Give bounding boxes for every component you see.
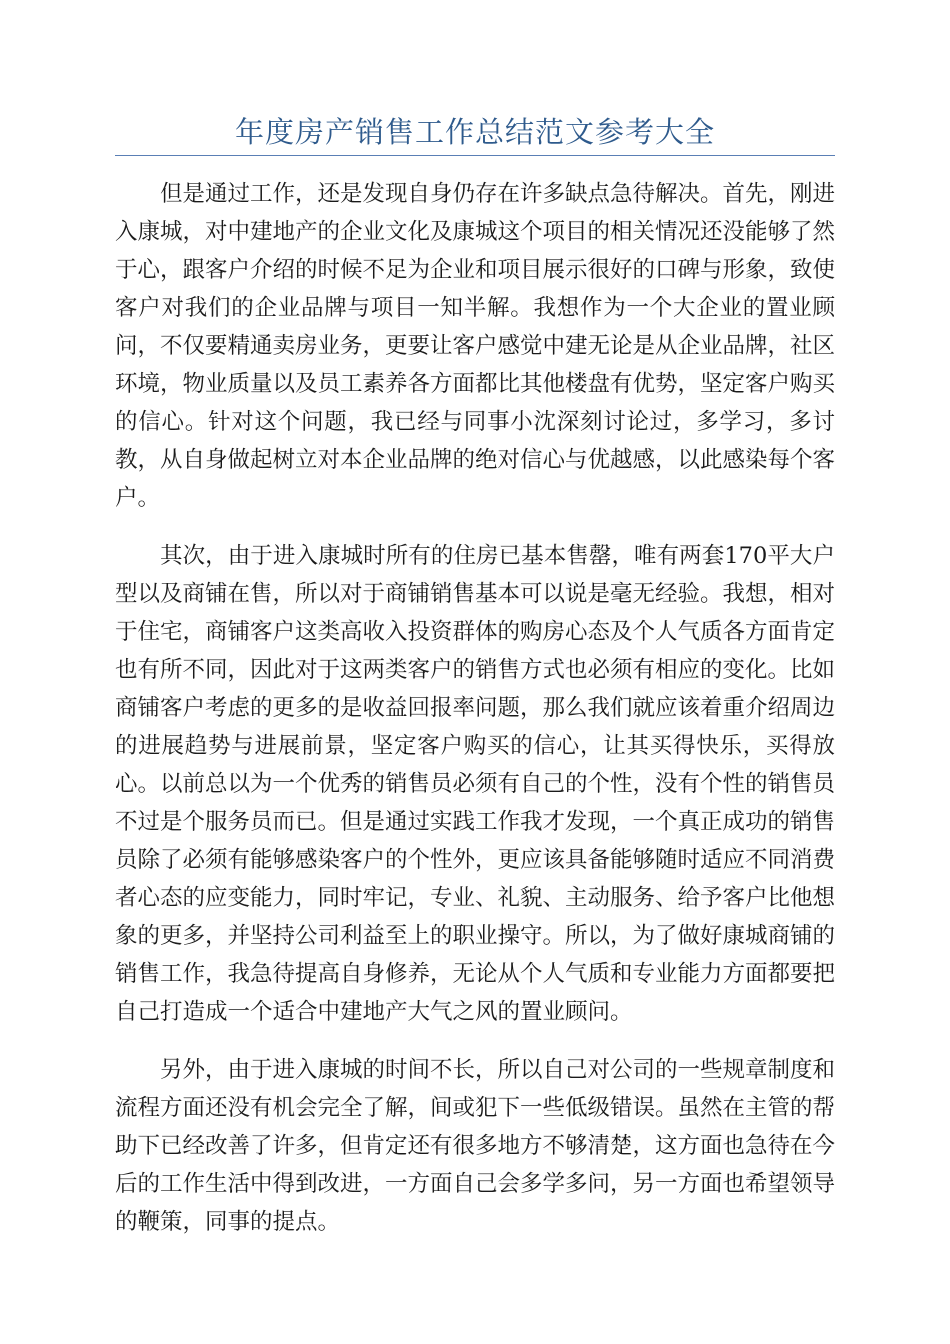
paragraph-1: 但是通过工作，还是发现自身仍存在许多缺点急待解决。首先，刚进入康城，对中建地产的企业文化及康城这个项目的相关情况还没能够了然于心，跟客户介绍的时候不足为企业和项目展示很好的口碑与形象，致使客户对我们的企业品牌与项目一知半解。我想作为一个大企业的置业顾问，不仅要精通卖房业务，更要让客户感觉中建无论是从企业品牌，社区环境，物业质量以及员工素养各方面都比其他楼盘有优势，坚定客户购买的信心。针对这个问题，我已经与同事小沈深刻讨论过，多学习，多讨教，从自身做起树立对本企业品牌的绝对信心与优越感，以此感染每个客户。 (115, 181, 836, 511)
document-body (115, 175, 835, 1261)
title-underline (115, 155, 835, 156)
paragraph-2: 其次，由于进入康城时所有的住房已基本售罄，唯有两套170平大户型以及商铺在售，所以对于商铺销售基本可以说是毫无经验。我想，相对于住宅，商铺客户这类高收入投资群体的购房心态及个人气质各方面肯定也有所不同，因此对于这两类客户的销售方式也必须有相应的变化。比如商铺客户考虑的更多的是收益回报率问题，那么我们就应该着重介绍周边的进展趋势与进展前景，坚定客户购买的信心，让其买得快乐，买得放心。以前总以为一个优秀的销售员必须有自己的个性，没有个性的销售员不过是个服务员而已。但是通过实践工作我才发现，一个真正成功的销售员除了必须有能够感染客户的个性外，更应该具备能够随时适应不同消费者心态的应变能力，同时牢记，专业、礼貌、主动服务、给予客户比他想象的更多，并坚持公司利益至上的职业操守。所以，为了做好康城商铺的销售工作，我急待提高自身修养，无论从个人气质和专业能力方面都要把自己打造成一个适合中建地产大气之风的置业顾问。 (115, 543, 836, 1025)
document-title: 年度房产销售工作总结范文参考大全 (234, 115, 715, 149)
paragraph-3: 另外，由于进入康城的时间不长，所以自己对公司的一些规章制度和流程方面还没有机会完全了解，间或犯下一些低级错误。虽然在主管的帮助下已经改善了许多，但肯定还有很多地方不够清楚，这方面也急待在今后的工作生活中得到改进，一方面自己会多学多问，另一方面也希望领导的鞭策，同事的提点。 (115, 1057, 836, 1235)
